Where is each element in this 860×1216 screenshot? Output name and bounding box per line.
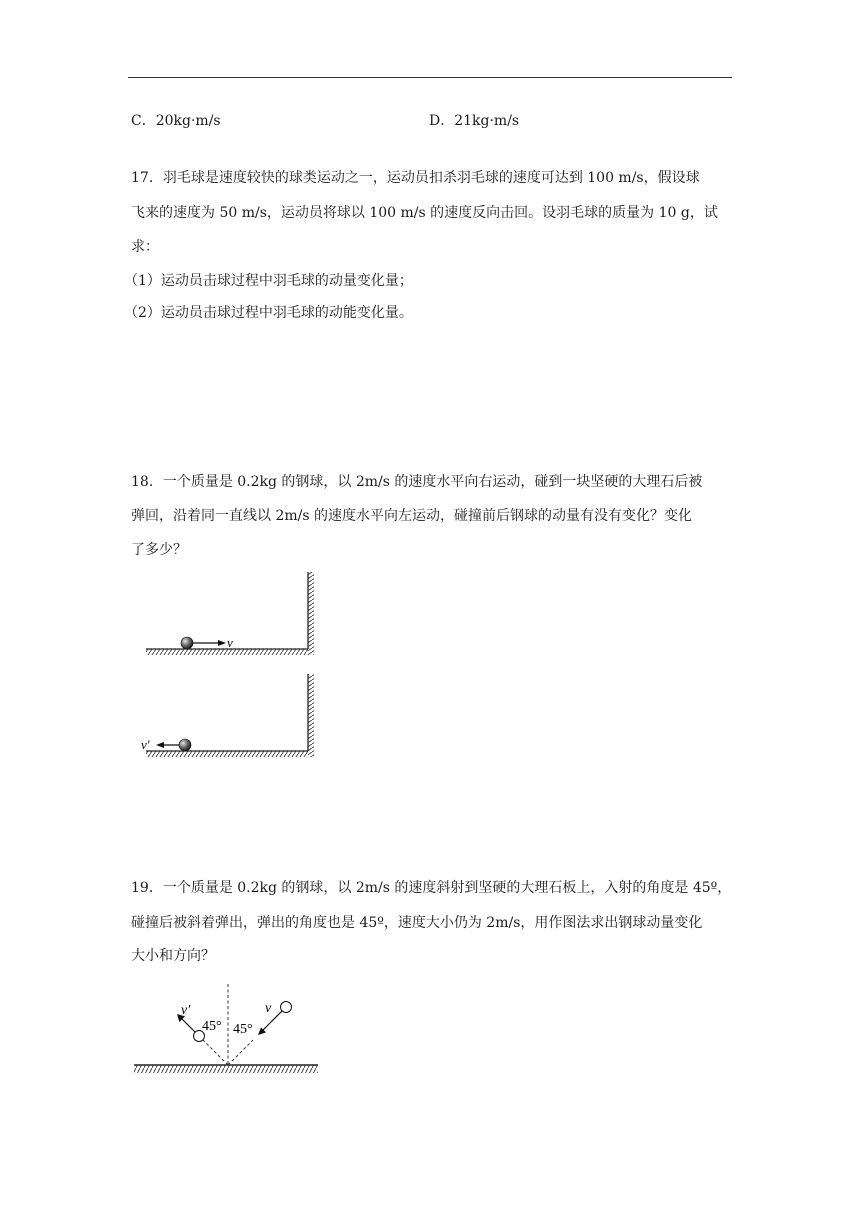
label-v: v <box>227 635 233 650</box>
incident-path <box>228 1040 253 1065</box>
velocity-arrowhead <box>218 640 226 646</box>
label-v: v <box>265 1001 272 1016</box>
q17-sub-1: （1）运动员击球过程中羽毛球的动量变化量； <box>124 273 413 289</box>
q18-line-1: 18．一个质量是 0.2kg 的钢球，以 2m/s 的速度水平向右运动，碰到一块坚硬的大理石后被 <box>131 474 703 490</box>
reflect-path <box>203 1040 228 1065</box>
angle-label-right: 45° <box>233 1022 253 1037</box>
q19-line-2: 碰撞后被斜着弹出，弹出的角度也是 45º，速度大小仍为 2m/s，用作图法求出钢球动量变化 <box>131 915 703 931</box>
label-v-prime: v′ <box>181 1003 191 1018</box>
wall-hatch <box>308 674 314 757</box>
q19-line-3: 大小和方向？ <box>131 948 215 964</box>
q17-sub-2: （2）运动员击球过程中羽毛球的动能变化量。 <box>124 305 413 321</box>
q19-figure <box>128 980 324 1078</box>
q17-line-1: 17．羽毛球是速度较快的球类运动之一，运动员扣杀羽毛球的速度可达到 100 m/s，假设球 <box>131 170 700 186</box>
q17-line-2: 飞来的速度为 50 m/s，运动员将球以 100 m/s 的速度反向击回。设羽毛球的质量为 10 g，试 <box>131 205 718 221</box>
velocity-arrow-reflected <box>180 1017 195 1032</box>
wall-hatch <box>308 572 314 655</box>
q18-line-3: 了多少？ <box>131 542 187 558</box>
label-v-prime: v′ <box>141 737 150 752</box>
scene-after <box>141 674 314 757</box>
angle-label-left: 45° <box>202 1019 222 1034</box>
steel-ball <box>181 637 193 649</box>
q19-line-1: 19．一个质量是 0.2kg 的钢球，以 2m/s 的速度斜射到坚硬的大理石板上，入射的角度是 45º， <box>131 880 732 896</box>
option-d: D．21kg·m/s <box>429 113 520 129</box>
floor-hatch <box>146 751 308 757</box>
option-c: C．20kg·m/s <box>131 113 221 129</box>
q17-line-3: 求： <box>131 239 159 255</box>
ball-incident <box>281 1002 292 1013</box>
marble-hatch <box>134 1065 318 1073</box>
velocity-arrowhead <box>156 742 164 748</box>
q18-line-2: 弹回，沿着同一直线以 2m/s 的速度水平向左运动，碰撞前后钢球的动量有没有变化？变化 <box>131 508 692 524</box>
q18-figure <box>138 568 324 768</box>
steel-ball <box>179 739 191 751</box>
scene-before <box>146 572 314 655</box>
header-rule <box>128 77 732 78</box>
